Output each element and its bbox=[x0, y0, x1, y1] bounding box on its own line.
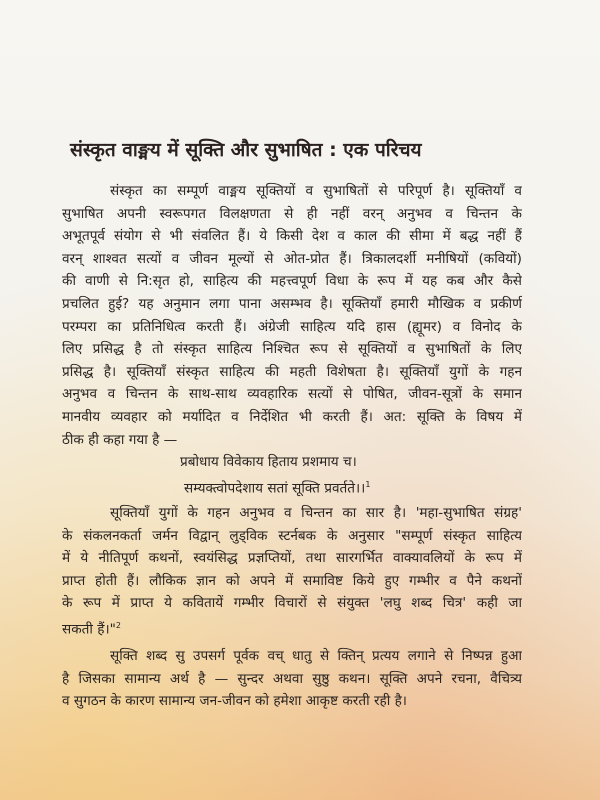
text-line: प्रसिद्ध है। सूक्तियाँ संस्कृत साहित्य की महती विशेषता है। सूक्तियाँ युगों के गहन bbox=[62, 363, 522, 380]
text-line: में ये नीतिपूर्ण कथनों, स्वयंसिद्ध प्रज्ञप्तियों, तथा सारगर्भित वाक्यावलियों के रूप में bbox=[62, 550, 522, 567]
paragraph-2 bbox=[62, 502, 522, 638]
text-line: ठीक ही कहा गया है — bbox=[62, 431, 178, 448]
text-line: अनुभव व चिन्तन के साथ-साथ व्यवहारिक सत्यों से पोषित, जीवन-सूत्रों के समान bbox=[62, 386, 522, 403]
text-line: मानवीय व्यवहार को मर्यादित व निर्देशित भी करती हैं। अत: सूक्ति के विषय में bbox=[62, 408, 522, 425]
text-line: वरन् शाश्वत सत्यों व जीवन मूल्यों से ओत-प्रोत हैं। त्रिकालदर्शी मनीषियों (कवियों) bbox=[62, 250, 522, 267]
footnote-marker: 1 bbox=[365, 479, 371, 489]
text-line bbox=[62, 615, 522, 638]
text-line: प्रचलित हुई? यह अनुमान लगा पाना असम्भव है। सूक्तियाँ हमारी मौखिक व प्रकीर्ण bbox=[62, 295, 522, 312]
text-line: की वाणी से नि:सृत हो, साहित्य की महत्त्वपूर्ण विधा के रूप में यह कब और कैसे bbox=[62, 273, 522, 290]
text-fragment: सकती हैं।" bbox=[62, 621, 116, 638]
text-line: सुभाषित अपनी स्वरूपगत विलक्षणता से ही नहीं वरन् अनुभव व चिन्तन के bbox=[62, 205, 522, 222]
chapter-title: संस्कृत वाङ्मय में सूक्ति और सुभाषित : एक परिचय bbox=[70, 139, 422, 161]
text-line: अभूतपूर्व संयोग से भी संवलित हैं। ये किसी देश व काल की सीमा में बद्ध नहीं हैं bbox=[62, 228, 522, 245]
verse-text: सम्यक्त्वोपदेशाय सतां सूक्ति प्रवर्तते।। bbox=[184, 480, 366, 497]
text-line: परम्परा का प्रतिनिधित्व करती हैं। अंग्रेजी साहित्य यदि हास (ह्यूमर) व विनोद के bbox=[62, 318, 522, 335]
text-line: है जिसका सामान्य अर्थ है — सुन्दर अथवा सुष्ठु कथन। सूक्ति अपने रचना, वैचित्र्य bbox=[62, 670, 522, 687]
verse-line: प्रबोधाय विवेकाय हिताय प्रशमाय च। bbox=[180, 454, 357, 470]
footnote-marker: 2 bbox=[115, 620, 121, 630]
paragraph-3 bbox=[62, 645, 522, 713]
paragraph-1 bbox=[62, 180, 522, 451]
sanskrit-verse bbox=[0, 451, 600, 496]
text-line: प्राप्त होती हैं। लौकिक ज्ञान को अपने में समाविष्ट किये हुए गम्भीर व पैने कथनों bbox=[62, 572, 522, 589]
verse-line bbox=[0, 474, 600, 497]
text-line: के संकलनकर्ता जर्मन विद्वान् लुड्विक स्टर्नबक के अनुसार "सम्पूर्ण संस्कृत साहित्य bbox=[62, 527, 522, 544]
text-line: व सुगठन के कारण सामान्य जन-जीवन को हमेशा आकृष्ट करती रही है। bbox=[62, 693, 407, 710]
text-line: लिए प्रसिद्ध है तो संस्कृत साहित्य निश्चित रूप से सूक्तियों व सुभाषितों के लिए bbox=[62, 341, 522, 358]
text-line: सूक्तियाँ युगों के गहन अनुभव व चिन्तन का सार है। 'महा-सुभाषित संग्रह' bbox=[110, 505, 522, 521]
text-line: संस्कृत का सम्पूर्ण वाङ्मय सूक्तियों व सुभाषितों से परिपूर्ण है। सूक्तियाँ व bbox=[110, 183, 522, 199]
text-line: के रूप में प्राप्त ये कवितायें गम्भीर विचारों से संयुक्त 'लघु शब्द चित्र' कही जा bbox=[62, 595, 522, 612]
text-line: सूक्ति शब्द सु उपसर्ग पूर्वक वच् धातु से क्तिन् प्रत्यय लगाने से निष्पन्न हुआ bbox=[110, 648, 522, 664]
